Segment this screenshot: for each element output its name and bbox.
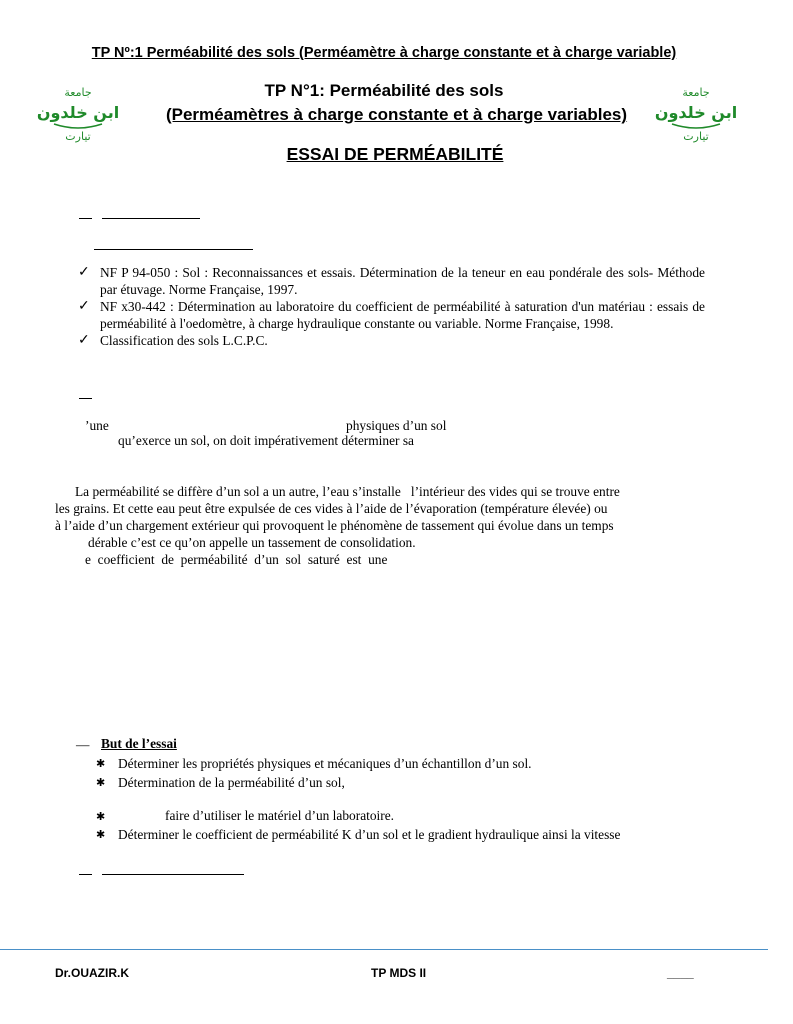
bullet-star-icon: ✱ bbox=[96, 811, 106, 823]
paragraph-line: e coefficient de perméabilité d’un sol saturé est une bbox=[85, 552, 388, 567]
heading-dash bbox=[79, 874, 92, 875]
footer-rule bbox=[0, 949, 768, 950]
section-dash: — bbox=[76, 737, 90, 752]
logo-caption-top: جامعة bbox=[682, 86, 710, 99]
title-main: TP N°1: Perméabilité des sols bbox=[264, 81, 504, 100]
redacted-heading-line bbox=[102, 874, 244, 875]
running-header: TP Nº:1 Perméabilité des sols (Perméamètre à charge constante et à charge variable) bbox=[91, 45, 677, 61]
intro-fragment: ’une bbox=[85, 418, 109, 433]
logo-caption-main: ابن خلدون bbox=[36, 103, 120, 122]
redacted-heading-line bbox=[102, 218, 200, 219]
checkmark-icon: ✓ bbox=[78, 299, 90, 314]
but-item: Déterminer le coefficient de perméabilité K d’un sol et le gradient hydraulique ainsi la vitesse bbox=[118, 827, 621, 842]
intro-fragment: physiques d’un sol bbox=[346, 418, 447, 433]
bullet-star-icon: ✱ bbox=[96, 777, 106, 789]
logo-caption-top: جامعة bbox=[64, 86, 92, 99]
but-item: Déterminer les propriétés physiques et mécaniques d’un échantillon d’un sol. bbox=[118, 756, 532, 771]
bullet-star-icon: ✱ bbox=[96, 758, 106, 770]
paragraph-line: La perméabilité se diffère d’un sol a un autre, l’eau s’installe l’intérieur des vides qui se trouve entre bbox=[75, 484, 620, 499]
paragraph-line: les grains. Et cette eau peut être expulsée de ces vides à l’aide de l’évaporation (température élevée) ou bbox=[55, 501, 608, 516]
section-heading-but: But de l’essai bbox=[101, 736, 177, 751]
footer-course: TP MDS II bbox=[371, 966, 427, 980]
footer-author: Dr.OUAZIR.K bbox=[55, 966, 130, 980]
norms-list bbox=[78, 264, 705, 349]
section-dash bbox=[79, 398, 92, 399]
norm-item bbox=[78, 332, 705, 349]
but-item: faire d’utiliser le matériel d’un laboratoire. bbox=[165, 808, 395, 823]
logo-caption-main: ابن خلدون bbox=[654, 103, 738, 122]
bullet-star-icon: ✱ bbox=[96, 829, 106, 841]
checkmark-icon: ✓ bbox=[78, 265, 90, 280]
norm-item bbox=[78, 298, 705, 332]
norm-text: Classification des sols L.C.P.C. bbox=[100, 333, 268, 348]
logo-caption-bottom: تيارت bbox=[683, 130, 709, 143]
permeability-paragraph bbox=[55, 483, 700, 568]
paragraph-line: à l’aide d’un chargement extérieur qui provoquent le phénomène de tassement qui évolue dans un temps bbox=[55, 518, 614, 533]
redacted-subheading-line bbox=[94, 249, 253, 250]
footer-page-number: ____ bbox=[667, 966, 694, 980]
title-subtitle: (Perméamètres à charge constante et à charge variables) bbox=[165, 105, 628, 124]
norm-text: NF P 94-050 : Sol : Reconnaissances et essais. Détermination de la teneur en eau pondérale des sols- Méthode par étuvage. Norme Française, 1997. bbox=[100, 265, 705, 297]
intro-fragment: qu’exerce un sol, on doit impérativement déterminer sa bbox=[118, 433, 414, 448]
checkmark-icon: ✓ bbox=[78, 333, 90, 348]
norm-item bbox=[78, 264, 705, 298]
paragraph-line: dérable c’est ce qu’on appelle un tassement de consolidation. bbox=[88, 535, 416, 550]
norm-text: NF x30-442 : Détermination au laboratoire du coefficient de perméabilité à saturation d'un matériau : essais de perméabilité à l'oedomètre, à charge hydraulique constante ou variable. Norme Française, 1998. bbox=[100, 299, 705, 331]
but-item: Détermination de la perméabilité d’un sol, bbox=[118, 775, 345, 790]
title-essai: ESSAI DE PERMÉABILITÉ bbox=[286, 144, 504, 164]
logo-caption-bottom: تيارت bbox=[65, 130, 91, 143]
heading-dash bbox=[79, 218, 92, 219]
